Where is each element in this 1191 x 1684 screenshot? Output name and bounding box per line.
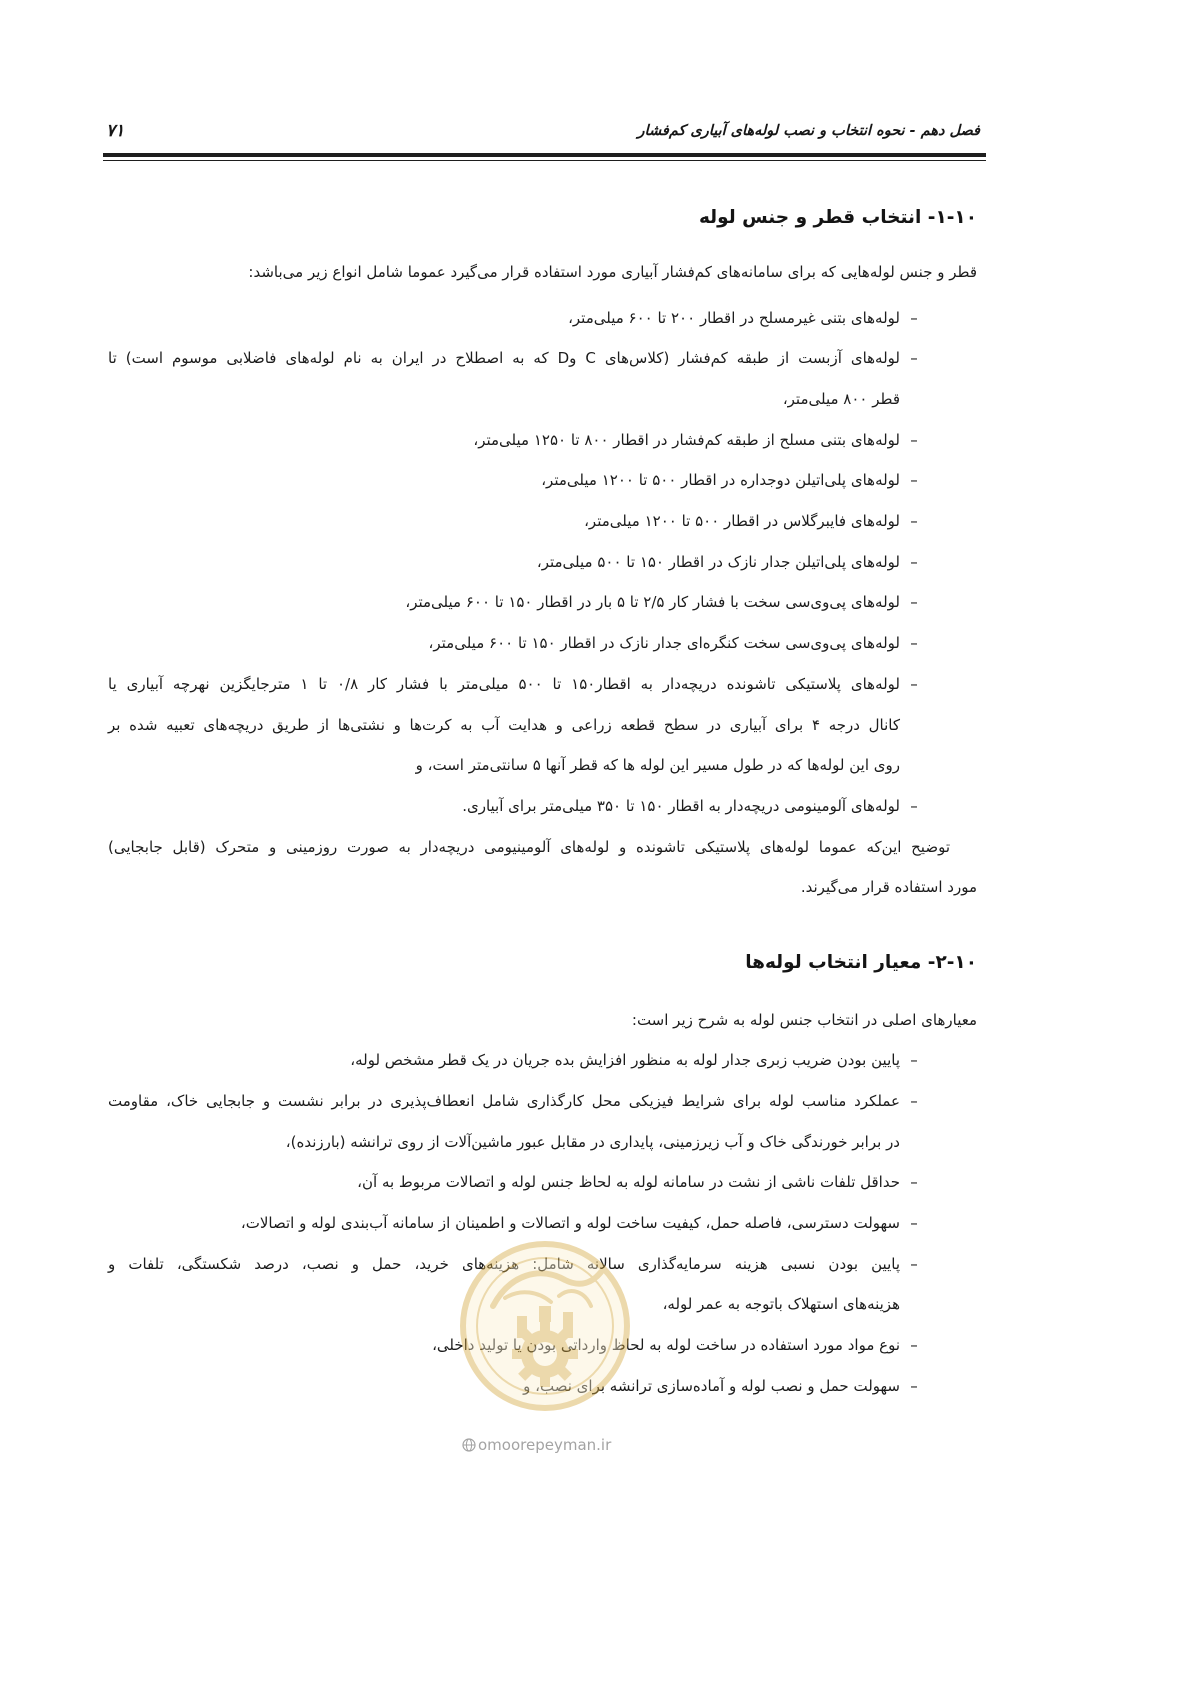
pipe-types-list	[108, 298, 977, 827]
bullet-dash: –	[910, 430, 918, 449]
watermark-site	[462, 1434, 611, 1456]
list-item	[108, 664, 977, 786]
section-pipe-selection-criteria	[108, 943, 977, 1407]
bullet-dash: –	[910, 471, 918, 490]
list-item	[108, 582, 977, 623]
item-text: پایین بودن نسبی هزینه سرمایه‌گذاری سالانه شامل: هزینه‌های خرید، حمل و نصب، درصد شکستگی، تلفات و	[108, 1254, 900, 1273]
bullet-dash: –	[910, 552, 918, 571]
bullet-dash: –	[910, 1254, 918, 1273]
item-text: لوله‌های بتنی غیرمسلح در اقطار ۲۰۰ تا ۶۰۰ میلی‌متر،	[568, 308, 900, 327]
chapter-title: فصل دهم - نحوه انتخاب و نصب لوله‌های آبیاری کم‌فشار	[637, 123, 980, 139]
item-text: لوله‌های پلی‌اتیلن دوجداره در اقطار ۵۰۰ تا ۱۲۰۰ میلی‌متر،	[541, 471, 900, 490]
item-text: حداقل تلفات ناشی از نشت در سامانه لوله به لحاظ جنس لوله و اتصالات مربوط به آن،	[357, 1173, 900, 1192]
list-item	[108, 1040, 977, 1081]
list-item	[108, 786, 977, 827]
bullet-dash: –	[910, 634, 918, 653]
list-item	[108, 1366, 977, 1407]
bullet-dash: –	[910, 674, 918, 693]
bullet-dash: –	[910, 1173, 918, 1192]
header-rule-thin	[103, 160, 986, 161]
item-text: لوله‌های پلی‌اتیلن جدار نازک در اقطار ۱۵۰ تا ۵۰۰ میلی‌متر،	[536, 552, 900, 571]
section-pipe-diameter-material	[108, 198, 977, 908]
item-text: نوع مواد مورد استفاده در ساخت لوله به لحاظ وارداتی بودن یا تولید داخلی،	[432, 1336, 900, 1355]
section-note	[108, 827, 977, 908]
section-intro: قطر و جنس لوله‌هایی که برای سامانه‌های کم‌فشار آبیاری مورد استفاده قرار می‌گیرد عموما شامل انواع زیر می‌باشد:	[248, 262, 977, 281]
page-number: ۷۱	[106, 121, 125, 141]
item-text: لوله‌های آلومینومی دریچه‌دار به اقطار ۱۵۰ تا ۳۵۰ میلی‌متر برای آبیاری.	[462, 796, 900, 815]
section-heading: ۲-۱۰- معیار انتخاب لوله‌ها	[745, 952, 977, 973]
list-item	[108, 338, 977, 419]
item-text: روی این لوله‌ها که در طول مسیر این لوله ها که قطر آنها ۵ سانتی‌متر است، و	[415, 756, 900, 775]
bullet-dash: –	[910, 1336, 918, 1355]
item-text: لوله‌های پی‌وی‌سی سخت با فشار کار ۲/۵ تا ۵ بار در اقطار ۱۵۰ تا ۶۰۰ میلی‌متر،	[405, 593, 900, 612]
item-text: در برابر خورندگی خاک و آب زیرزمینی، پایداری در مقابل عبور ماشین‌آلات از روی ترانشه (بارزنده)،	[285, 1132, 900, 1151]
bullet-dash: –	[910, 1051, 918, 1070]
item-text: سهولت حمل و نصب لوله و آماده‌سازی ترانشه برای نصب، و	[523, 1376, 900, 1395]
bullet-dash: –	[910, 1214, 918, 1233]
header-rule	[103, 153, 986, 157]
list-item	[108, 1081, 977, 1162]
note-line: مورد استفاده قرار می‌گیرند.	[800, 878, 977, 897]
item-text: لوله‌های فایبرگلاس در اقطار ۵۰۰ تا ۱۲۰۰ میلی‌متر،	[584, 512, 900, 531]
item-text: سهولت دسترسی، فاصله حمل، کیفیت ساخت لوله و اتصالات و اطمینان از سامانه آب‌بندی لوله و اتصالات،	[240, 1214, 900, 1233]
bullet-dash: –	[910, 349, 918, 368]
bullet-dash: –	[910, 512, 918, 531]
bullet-dash: –	[910, 593, 918, 612]
list-item	[108, 1244, 977, 1325]
item-text: عملکرد مناسب لوله برای شرایط فیزیکی محل کارگذاری شامل انعطاف‌پذیری در برابر نشست و جابجایی خاک، مقاومت	[108, 1092, 900, 1111]
list-item	[108, 298, 977, 339]
bullet-dash: –	[910, 1376, 918, 1395]
criteria-list	[108, 1040, 977, 1406]
item-text: قطر ۸۰۰ میلی‌متر،	[782, 390, 900, 408]
watermark-site-text: omoorepeyman.ir	[478, 1436, 612, 1454]
list-item	[108, 501, 977, 542]
bullet-dash: –	[910, 796, 918, 815]
section-heading: ۱-۱۰- انتخاب قطر و جنس لوله	[698, 207, 977, 228]
list-item	[108, 1162, 977, 1203]
section-intro: معیارهای اصلی در انتخاب جنس لوله به شرح زیر است:	[631, 1010, 977, 1029]
item-text: لوله‌های پی‌وی‌سی سخت کنگره‌ای جدار نازک در اقطار ۱۵۰ تا ۶۰۰ میلی‌متر،	[428, 634, 900, 653]
note-line: توضیح این‌که عموما لوله‌های پلاستیکی تاشونده و لوله‌های آلومینیومی دریچه‌دار به صورت روزمینی و متحرک (قابل جابجایی)	[108, 837, 950, 856]
list-item	[108, 1203, 977, 1244]
item-text: لوله‌های آزبست از طبقه کم‌فشار (کلاس‌های C وD که به اصطلاح در ایران به نام لوله‌های فاضلابی موسوم است) تا	[108, 349, 900, 368]
list-item	[108, 542, 977, 583]
list-item	[108, 460, 977, 501]
item-text: کانال درجه ۴ برای آبیاری در سطح قطعه زراعی و هدایت آب به کرت‌ها و نشتی‌ها از طریق دریچه‌های تعبیه شده بر	[108, 715, 900, 734]
list-item	[108, 420, 977, 461]
item-text: لوله‌های بتنی مسلح از طبقه کم‌فشار در اقطار ۸۰۰ تا ۱۲۵۰ میلی‌متر،	[473, 430, 900, 449]
bullet-dash: –	[910, 308, 918, 327]
item-text: پایین بودن ضریب زبری جدار لوله به منظور افزایش بده جریان در یک قطر مشخص لوله،	[350, 1051, 900, 1070]
list-item	[108, 1325, 977, 1366]
item-text: هزینه‌های استهلاک باتوجه به عمر لوله،	[662, 1295, 900, 1314]
bullet-dash: –	[910, 1092, 918, 1111]
list-item	[108, 623, 977, 664]
globe-icon	[462, 1438, 476, 1452]
item-text: لوله‌های پلاستیکی تاشونده دریچه‌دار به اقطار۱۵۰ تا ۵۰۰ میلی‌متر با فشار کار ۰/۸ تا ۱ مترجایگزین نهرچه آبیاری یا	[108, 674, 900, 693]
